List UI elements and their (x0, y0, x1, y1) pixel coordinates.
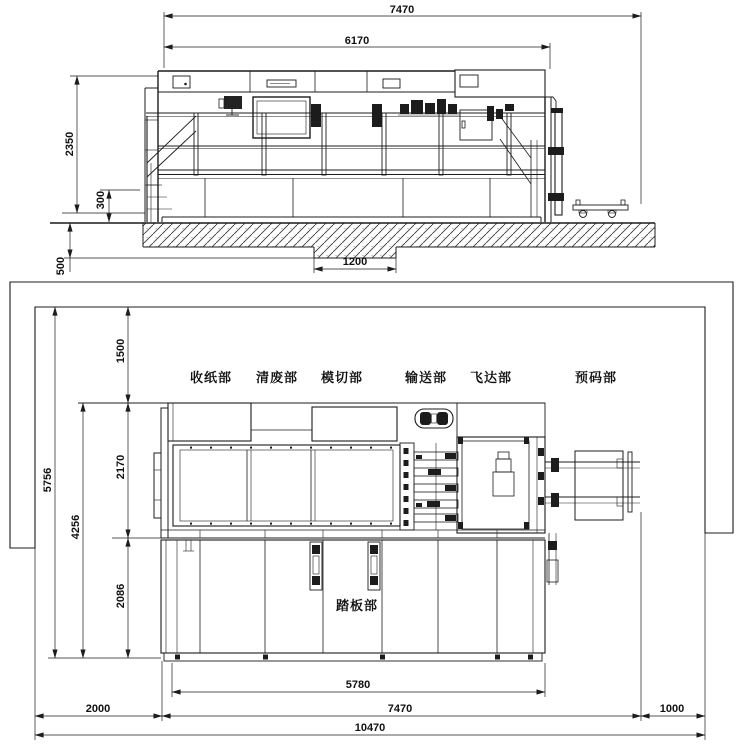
dim-side-total-length: 7470 (389, 4, 415, 16)
plan-view (10, 282, 733, 740)
stair (147, 116, 196, 222)
label-transfer-section: 输送部 (404, 371, 448, 386)
pedal-rail (310, 542, 322, 590)
dim-plan-machine-width: 4256 (70, 514, 82, 540)
dim-side-pit-depth: 500 (55, 256, 67, 276)
dim-plan-base-length: 5780 (345, 679, 371, 691)
main-table (173, 445, 400, 526)
delivery-wall (500, 97, 564, 222)
section-labels (190, 370, 617, 386)
side-view (50, 4, 655, 275)
conveyor-section (400, 443, 458, 530)
feeder-section (457, 403, 545, 533)
railing (146, 113, 545, 179)
label-die-cutting-section: 模切部 (320, 371, 364, 386)
machine-lower-band (161, 530, 545, 538)
dim-side-pit-length: 1200 (342, 256, 368, 268)
left-column (161, 408, 168, 538)
label-delivery-section: 收纸部 (189, 371, 233, 386)
pre-stacking-unit (545, 451, 640, 520)
dim-plan-front-clearance: 1500 (115, 338, 127, 364)
feeder-lower-frame (547, 533, 558, 585)
capsule-unit (415, 409, 453, 428)
dim-side-base-offset: 300 (95, 190, 107, 210)
left-plate (154, 453, 161, 518)
pallet-cart (573, 200, 628, 218)
dim-plan-machine-length: 7470 (387, 703, 413, 715)
control-panel (173, 76, 190, 88)
room-boundary (10, 282, 733, 548)
dim-side-body-length: 6170 (344, 35, 370, 47)
dim-plan-total-width: 5756 (42, 467, 54, 493)
dim-plan-left-clearance: 2000 (85, 703, 111, 715)
dim-side-height: 2350 (64, 131, 76, 157)
dim-plan-table-width: 2170 (115, 454, 127, 480)
dim-plan-right-clearance: 1000 (659, 703, 685, 715)
platform-section (161, 540, 545, 661)
dim-plan-total-length: 10470 (354, 722, 386, 734)
monitor (219, 96, 242, 115)
label-feeder-section: 飞达部 (469, 371, 513, 386)
label-platform-section: 踏板部 (335, 599, 379, 614)
pedal-rail (368, 542, 380, 590)
label-pre-stacking-section: 预码部 (574, 371, 618, 386)
machine-elevation (145, 70, 628, 222)
table-ticks (190, 447, 392, 525)
label-stripping-section: 清废部 (255, 371, 299, 386)
dim-plan-platform-width: 2086 (115, 583, 127, 609)
machine-base (162, 178, 541, 222)
machine-plan (78, 403, 640, 661)
floor-hatching (50, 223, 655, 258)
